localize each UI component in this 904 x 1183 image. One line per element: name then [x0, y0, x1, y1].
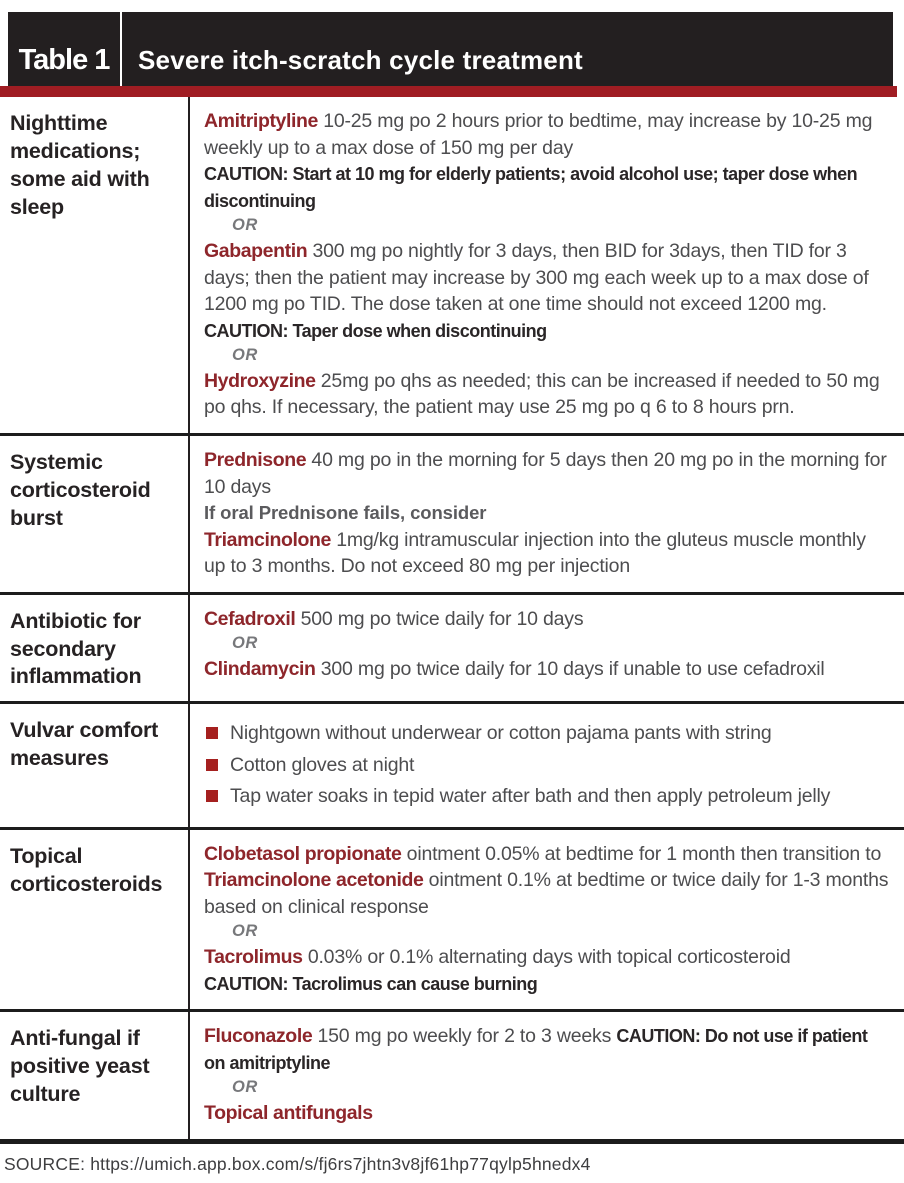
- content-line: [204, 1100, 890, 1127]
- row-content: [188, 1012, 904, 1138]
- drug-name: Hydroxyzine: [204, 369, 316, 392]
- content-line: [204, 108, 890, 161]
- content-line: [204, 318, 890, 345]
- bullet-item: [204, 752, 890, 779]
- drug-name: Tacrolimus: [204, 946, 303, 969]
- bullet-square-icon: [206, 727, 218, 739]
- bullet-item-text: Tap water soaks in tepid water after bath and then apply petroleum jelly: [230, 785, 831, 808]
- drug-name: Fluconazole: [204, 1025, 313, 1048]
- table-row: [0, 97, 904, 436]
- drug-name: Cefadroxil: [204, 607, 296, 630]
- table-header: [8, 12, 893, 86]
- regimen-text: 25mg po qhs as needed; this can be increased if needed to 50 mg po qhs. If necessary, the patient may use 25 mg po q 6 to 8 hours prn.: [204, 369, 880, 419]
- table-title: Severe itch-scratch cycle treatment: [138, 45, 583, 75]
- table-row: [0, 704, 904, 830]
- regimen-text: 300 mg po nightly for 3 days, then BID for 3days, then TID for 3 days; then the patient may increase by 300 mg each week up to a max dose of 1200 mg po TID. The dose taken at one time should not exceed 1200 mg.: [204, 239, 869, 316]
- content-line: [204, 368, 890, 421]
- or-separator-label: OR: [232, 346, 258, 365]
- or-separator-label: OR: [232, 634, 258, 653]
- regimen-text: ointment 0.1% at bedtime or twice daily for 1-3 months based on clinical response: [204, 869, 889, 918]
- bullet-item-text: Nightgown without underwear or cotton pajama pants with string: [230, 722, 772, 745]
- content-line: [204, 944, 890, 971]
- regimen-text: 0.03% or 0.1% alternating days with topical corticosteroid: [307, 946, 791, 969]
- note-text: If oral Prednisone fails, consider: [204, 502, 487, 524]
- table-row: [0, 830, 904, 1013]
- row-content: [188, 595, 904, 702]
- row-content: [188, 97, 904, 433]
- source-citation: SOURCE: https://umich.app.box.com/s/fj6rs7jhtn3v8jf61hp77qylp5hnedx4: [4, 1153, 591, 1174]
- drug-name: Clobetasol propionate: [204, 842, 402, 865]
- table-number-label: Table 1: [18, 44, 110, 76]
- bullet-item: [204, 783, 890, 810]
- bullet-item-text: Cotton gloves at night: [230, 753, 415, 776]
- header-accent-bar: [0, 86, 897, 97]
- caution-text: CAUTION: Tacrolimus can cause burning: [204, 973, 538, 994]
- caution-text: CAUTION: Start at 10 mg for elderly patients; avoid alcohol use; taper dose when discontinuing: [204, 164, 858, 211]
- content-line: [204, 161, 890, 214]
- content-line: [204, 238, 890, 318]
- or-separator-label: OR: [232, 1078, 258, 1097]
- regimen-text: ointment 0.05% at bedtime for 1 month then transition to: [406, 842, 882, 865]
- regimen-text: 150 mg po weekly for 2 to 3 weeks: [317, 1025, 612, 1048]
- content-line: [204, 527, 890, 580]
- content-line: [204, 500, 890, 527]
- caution-text: CAUTION: Do not use if patient on amitriptyline: [204, 1026, 868, 1073]
- table-row: [0, 595, 904, 705]
- row-label: Topical corticosteroids: [10, 843, 163, 896]
- drug-name: Clindamycin: [204, 658, 316, 681]
- caution-text: CAUTION: Taper dose when discontinuing: [204, 320, 547, 341]
- row-label: Antibiotic for secondary inflammation: [10, 608, 142, 689]
- regimen-text: 300 mg po twice daily for 10 days if unable to use cefadroxil: [320, 658, 825, 681]
- drug-name: Amitriptyline: [204, 110, 318, 132]
- bullet-square-icon: [206, 759, 218, 771]
- row-content: [188, 436, 904, 592]
- bullet-item: [204, 720, 890, 747]
- row-label: Nighttime medications; some aid with sleep: [10, 111, 150, 219]
- or-separator-label: OR: [232, 922, 258, 941]
- drug-name: Topical antifungals: [204, 1102, 373, 1125]
- content-line: [204, 971, 890, 998]
- content-line: [204, 841, 890, 868]
- row-label: Vulvar comfort measures: [10, 718, 159, 771]
- row-content: [188, 704, 904, 827]
- table-row: [0, 436, 904, 595]
- or-separator-label: OR: [232, 216, 258, 235]
- regimen-text: 1mg/kg intramuscular injection into the gluteus muscle monthly up to 3 months. Do not exceed 80 mg per injection: [204, 528, 866, 578]
- content-line: [204, 867, 890, 920]
- row-content: [188, 830, 904, 1010]
- row-label: Anti-fungal if positive yeast culture: [10, 1026, 150, 1107]
- content-line: [204, 606, 890, 633]
- drug-name: Triamcinolone acetonide: [204, 869, 424, 892]
- drug-name: Prednisone: [204, 449, 307, 471]
- content-line: [204, 656, 890, 683]
- row-label: Systemic corticosteroid burst: [10, 450, 151, 530]
- drug-name: Gabapentin: [204, 239, 308, 262]
- regimen-text: 40 mg po in the morning for 5 days then 20 mg po in the morning for 10 days: [204, 449, 887, 498]
- bullet-square-icon: [206, 790, 218, 802]
- regimen-text: 500 mg po twice daily for 10 days: [300, 607, 584, 630]
- regimen-text: 10-25 mg po 2 hours prior to bedtime, may increase by 10-25 mg weekly up to a max dose of 150 mg per day: [204, 110, 873, 159]
- content-line: [204, 447, 890, 500]
- table-row: [0, 1012, 904, 1143]
- content-line: [204, 1023, 890, 1076]
- table-body: [0, 97, 904, 1144]
- drug-name: Triamcinolone: [204, 528, 331, 551]
